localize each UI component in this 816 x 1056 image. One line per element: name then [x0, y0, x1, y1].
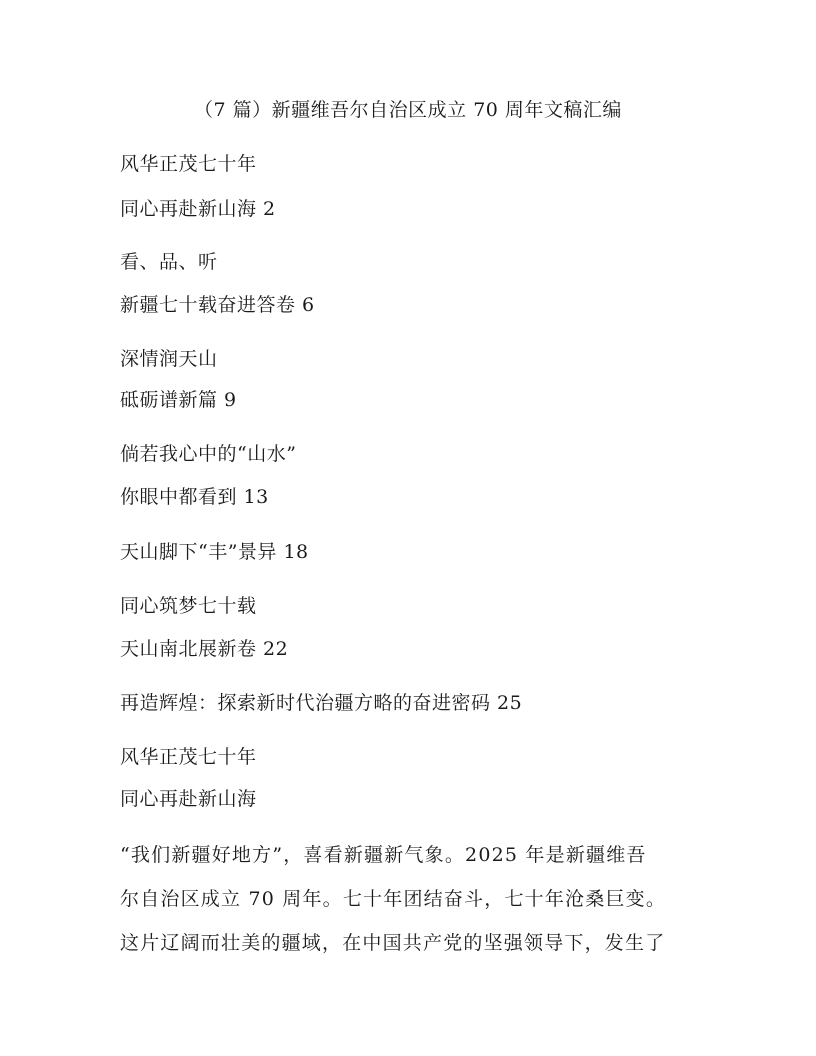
paragraph-line: “我们新疆好地方”，喜看新疆新气象。2025 年是新疆维吾: [120, 844, 647, 866]
document-title: （7 篇）新疆维吾尔自治区成立 70 周年文稿汇编: [194, 99, 622, 121]
section-heading: 同心再赴新山海: [120, 788, 257, 810]
toc-entry: 天山南北展新卷 22: [120, 638, 289, 660]
toc-entry: 再造辉煌：探索新时代治疆方略的奋进密码 25: [120, 692, 523, 714]
toc-entry: 风华正茂七十年: [120, 153, 257, 175]
toc-entry: 同心再赴新山海 2: [120, 198, 276, 220]
toc-entry: 你眼中都看到 13: [120, 486, 269, 508]
toc-entry: 砥砺谱新篇 9: [120, 389, 237, 411]
toc-entry: 倘若我心中的“山水”: [120, 443, 297, 465]
toc-entry: 看、品、听: [120, 251, 218, 273]
toc-entry: 同心筑梦七十载: [120, 595, 257, 617]
section-heading: 风华正茂七十年: [120, 746, 257, 768]
paragraph-line: 尔自治区成立 70 周年。七十年团结奋斗，七十年沧桑巨变。: [120, 888, 667, 910]
paragraph-line: 这片辽阔而壮美的疆域，在中国共产党的坚强领导下，发生了: [120, 932, 666, 954]
toc-entry: 新疆七十载奋进答卷 6: [120, 294, 315, 316]
toc-entry: 天山脚下“丰”景异 18: [120, 541, 309, 563]
toc-entry: 深情润天山: [120, 348, 218, 370]
